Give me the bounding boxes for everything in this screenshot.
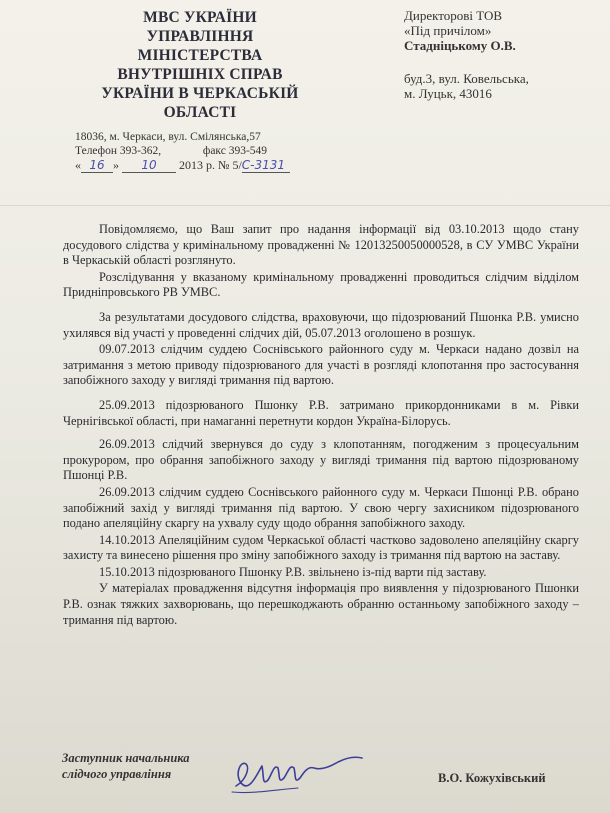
body-paragraph: 26.09.2013 слідчим суддею Соснівського районного суду м. Черкаси Пшонці Р.В. обрано запобіжний захід у вигляді тримання під вартою. У свою чергу захисником підозрюваного подано апеляційну скаргу на ухвалу суду щодо обрання запобіжного заходу. [63, 484, 579, 531]
sender-phone-fax [75, 144, 335, 158]
org-line: МВС УКРАЇНИ [143, 9, 257, 26]
handwritten-signature [228, 742, 378, 800]
sender-address-block [75, 130, 335, 173]
signatory-title-line: Заступник начальника [62, 751, 190, 765]
org-line: МІНІСТЕРСТВА [137, 47, 263, 64]
letter-body [63, 222, 579, 629]
signatory-name: В.О. Кожухівський [438, 771, 546, 785]
body-paragraph: 09.07.2013 слідчим суддею Соснівського районного суду м. Черкаси надано дозвіл на затримання з метою приводу підозрюваного для участі в розгляді клопотання про застосування запобіжного заходу у вигляді тримання під вартою. [63, 342, 579, 388]
signatory-title-line: слідчого управління [62, 767, 172, 781]
date-month: 10 [122, 158, 176, 173]
paper-fold-line [0, 205, 610, 206]
org-line: УКРАЇНИ В ЧЕРКАСЬКІЙ [101, 85, 299, 102]
body-paragraph: Повідомляємо, що Ваш запит про надання інформації від 03.10.2013 щодо стану досудового слідства у кримінальному провадженні № 12013250050000528, в СУ УМВС України в Черкаській області розглянуто. [63, 222, 579, 268]
sender-phone: Телефон 393-362, [75, 145, 162, 157]
body-paragraph: 15.10.2013 підозрюваного Пшонку Р.В. звільнено із-під варти під заставу. [99, 564, 487, 579]
body-paragraph: У матеріалах провадження відсутня інформація про виявлення у підозрюваного Пшонки Р.В. ознак тяжких захворювань, що перешкоджають обранню останньому запобіжного заходу – тримання під вартою. [63, 581, 579, 627]
org-line: ВНУТРІШНІХ СПРАВ [117, 66, 283, 83]
sender-address: 18036, м. Черкаси, вул. Смілянська,57 [75, 131, 261, 143]
recipient-address-city: м. Луцьк, 43016 [404, 86, 492, 101]
letter-date [75, 158, 335, 173]
recipient-position: Директорові ТОВ [404, 8, 503, 23]
reference-number: С-3131 [242, 158, 290, 173]
recipient-name: Стадніцькому О.В. [404, 38, 516, 53]
date-open-quote: « [75, 158, 81, 172]
body-paragraph: 26.09.2013 слідчий звернувся до суду з клопотанням, погодженим з процесуальним прокурором, про обрання запобіжного заходу у вигляді тримання під вартою підозрюваному Пшонці Р.В. [63, 437, 579, 483]
org-line: ОБЛАСТІ [163, 104, 237, 121]
date-close-quote: » [113, 158, 119, 172]
org-line: УПРАВЛІННЯ [146, 28, 254, 45]
recipient-block [404, 8, 604, 101]
body-paragraph: 14.10.2013 Апеляційним судом Черкаської області частково задоволено апеляційну скаргу захисту та винесено рішення про зміну запобіжного заходу із тримання під вартою на заставу. [63, 532, 579, 563]
recipient-company: «Під причілом» [404, 23, 492, 38]
date-year-number: 2013 р. № 5/ [179, 158, 242, 172]
body-paragraph: Розслідування у вказаному кримінальному провадженні проводиться слідчим відділом Придніпровського РВ УМВС. [63, 269, 579, 300]
date-day: 16 [81, 158, 113, 173]
sender-fax: факс 393-549 [202, 145, 268, 157]
body-paragraph: За результатами досудового слідства, враховуючи, що підозрюваний Пшонка Р.В. умисно ухилявся від участі у проведенні слідчих дій, 05.07.2013 оголошено в розшук. [63, 309, 579, 340]
signatory-title [62, 750, 190, 782]
body-paragraph: 25.09.2013 підозрюваного Пшонку Р.В. затримано прикордонниками в м. Рівки Чернігівської області, при намаганні перетнути кордон Україна-Білорусь. [63, 397, 579, 428]
organization-header [60, 8, 340, 122]
recipient-address-street: буд.3, вул. Ковельська, [404, 71, 529, 86]
